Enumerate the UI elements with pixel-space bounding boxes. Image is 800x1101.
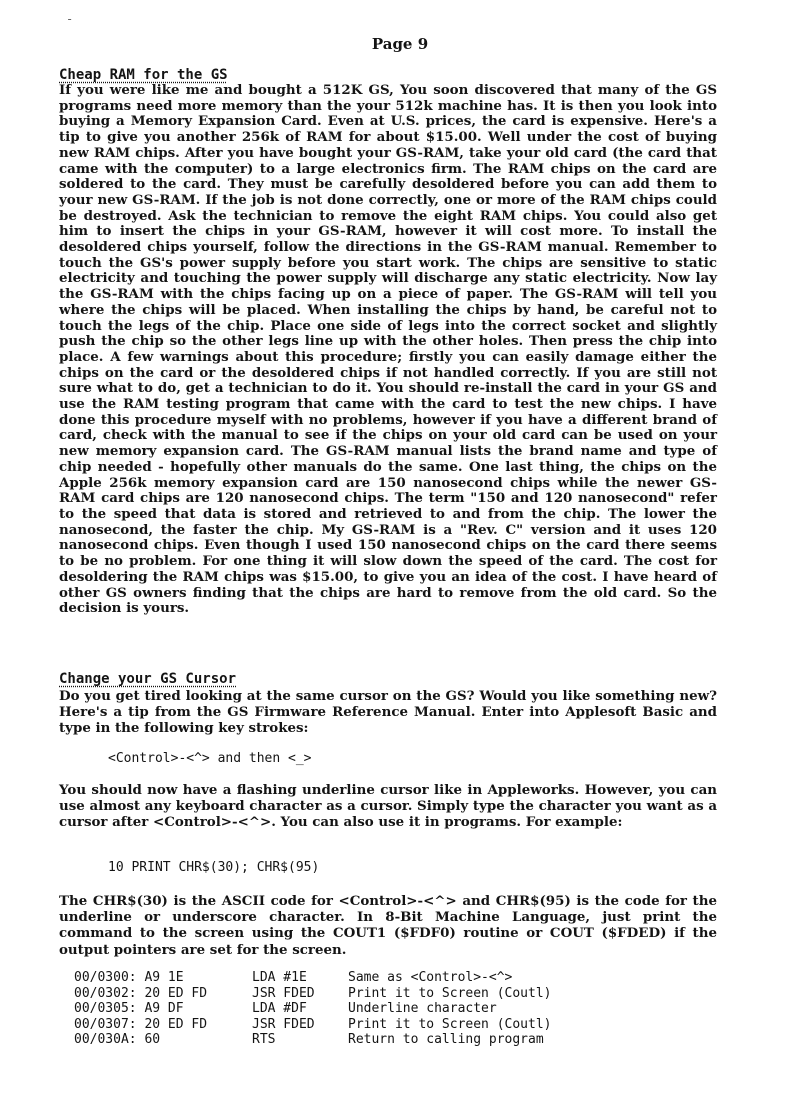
basic-example: 10 PRINT CHR$(30); CHR$(95)	[108, 860, 320, 875]
keystroke-sequence: <Control>-<^> and then <_>	[108, 751, 312, 766]
cheap-ram-paragraph: If you were like me and bought a 512K GS, You soon discovered that many of the GS programs need more memory than the your 512k machine has. It is then you look into buying a Memory Expansion Card. Even at U.S. prices, the card is expensive. Here's a tip to give you another 256k of RAM for about $15.00. Well under the cost of buying new RAM chips. After you have bought your GS-RAM, take your old card (the card that came with the computer) to a large electronics firm. The RAM chips on the card are soldered to the card. They must be carefully desoldered before you can add them to your new GS-RAM. If the job is not done correctly, one or more of the RAM chips could be destroyed. Ask the technician to remove the eight RAM chips. You could also get him to insert the chips in your GS-RAM, however it will cost more. To install the desoldered chips yourself, follow the directions in the GS-RAM manual. Remember to touch the GS's power supply before you start work. The chips are sensitive to static electricity and touching the power supply will discharge any static electricity. Now lay the GS-RAM with the chips facing up on a piece of paper. The GS-RAM will tell you where the chips will be placed. When installing the chips by hand, be careful not to touch the legs of the chip. Place one side of legs into the correct socket and slightly push the chip so the other legs line up with the other holes. Then press the chip into place. A few warnings about this procedure; firstly you can easily damage either the chips on the card or the desoldered chips if not handled correctly. If you are still not sure what to do, get a technician to do it. You should re-install the card in your GS and use the RAM testing program that came with the card to test the new chips. I have done this procedure myself with no problems, however if you have a different brand of card, check with the manual to see if the chips on your old card can be used on your new memory expansion card. The GS-RAM manual lists the brand name and type of chip needed - hopefully other manuals do the same. One last thing, the chips on the Apple 256k memory expansion card are 150 nanosecond chips while the newer GS-RAM card chips are 120 nanosecond chips. The term "150 and 120 nanosecond" refer to the speed that data is stored and retrieved to and from the chip. The lower the nanosecond, the faster the chip. My GS-RAM is a "Rev. C" version and it uses 120 nanosecond chips. Even though I used 150 nanosecond chips on the card there seems to be no problem. For one thing it will slow down the speed of the card. The cost for desoldering the RAM chips was $15.00, to give you an idea of the cost. I have heard of other GS owners finding that the chips are hard to remove from the old card. So the decision is yours.	[59, 82, 717, 617]
asm-address: 00/0305: A9 DF	[74, 1001, 184, 1016]
asm-comment: Underline character	[348, 1001, 497, 1016]
asm-comment: Print it to Screen (Coutl)	[348, 1016, 552, 1032]
assembly-listing	[74, 970, 552, 1048]
asm-opcode: LDA #1E	[252, 970, 307, 985]
asm-row	[74, 986, 552, 1002]
chr-explanation-paragraph: The CHR$(30) is the ASCII code for <Control>-<^> and CHR$(95) is the code for the underline or underscore character. In 8-Bit Machine Language, just print the command to the screen using the COUT1 ($FDF0) routine or COUT ($FDED) if the output pointers are set for the screen.	[59, 893, 717, 958]
asm-address: 00/0307: 20 ED FD	[74, 1016, 208, 1032]
asm-row	[74, 1032, 552, 1048]
asm-row	[74, 970, 552, 986]
asm-opcode: JSR FDED	[252, 985, 315, 1001]
page-mark: -	[66, 12, 74, 26]
asm-opcode: JSR FDED	[252, 1016, 315, 1032]
asm-address: 00/0300: A9 1E	[74, 970, 184, 985]
asm-opcode: LDA #DF	[252, 1001, 307, 1016]
asm-address: 00/0302: 20 ED FD	[74, 985, 208, 1001]
cursor-intro-paragraph: Do you get tired looking at the same cursor on the GS? Would you like something new? Here's a tip from the GS Firmware Reference Manual. Enter into Applesoft Basic and type in the following key strokes:	[59, 688, 717, 737]
asm-comment: Print it to Screen (Coutl)	[348, 985, 552, 1001]
asm-row	[74, 1017, 552, 1033]
asm-comment: Same as <Control>-<^>	[348, 970, 513, 985]
section-title-change-cursor: Change your GS Cursor	[59, 671, 237, 687]
asm-opcode: RTS	[252, 1032, 276, 1047]
section-title-cheap-ram: Cheap RAM for the GS	[59, 67, 228, 83]
asm-comment: Return to calling program	[348, 1032, 544, 1047]
cursor-explanation-paragraph: You should now have a flashing underline cursor like in Appleworks. However, you can use almost any keyboard character as a cursor. Simply type the character you want as a cursor after <Control>-<^>. You can also use it in programs. For example:	[59, 782, 717, 831]
asm-address: 00/030A: 60	[74, 1032, 161, 1047]
page-number: Page 9	[371, 35, 429, 53]
asm-row	[74, 1001, 552, 1017]
